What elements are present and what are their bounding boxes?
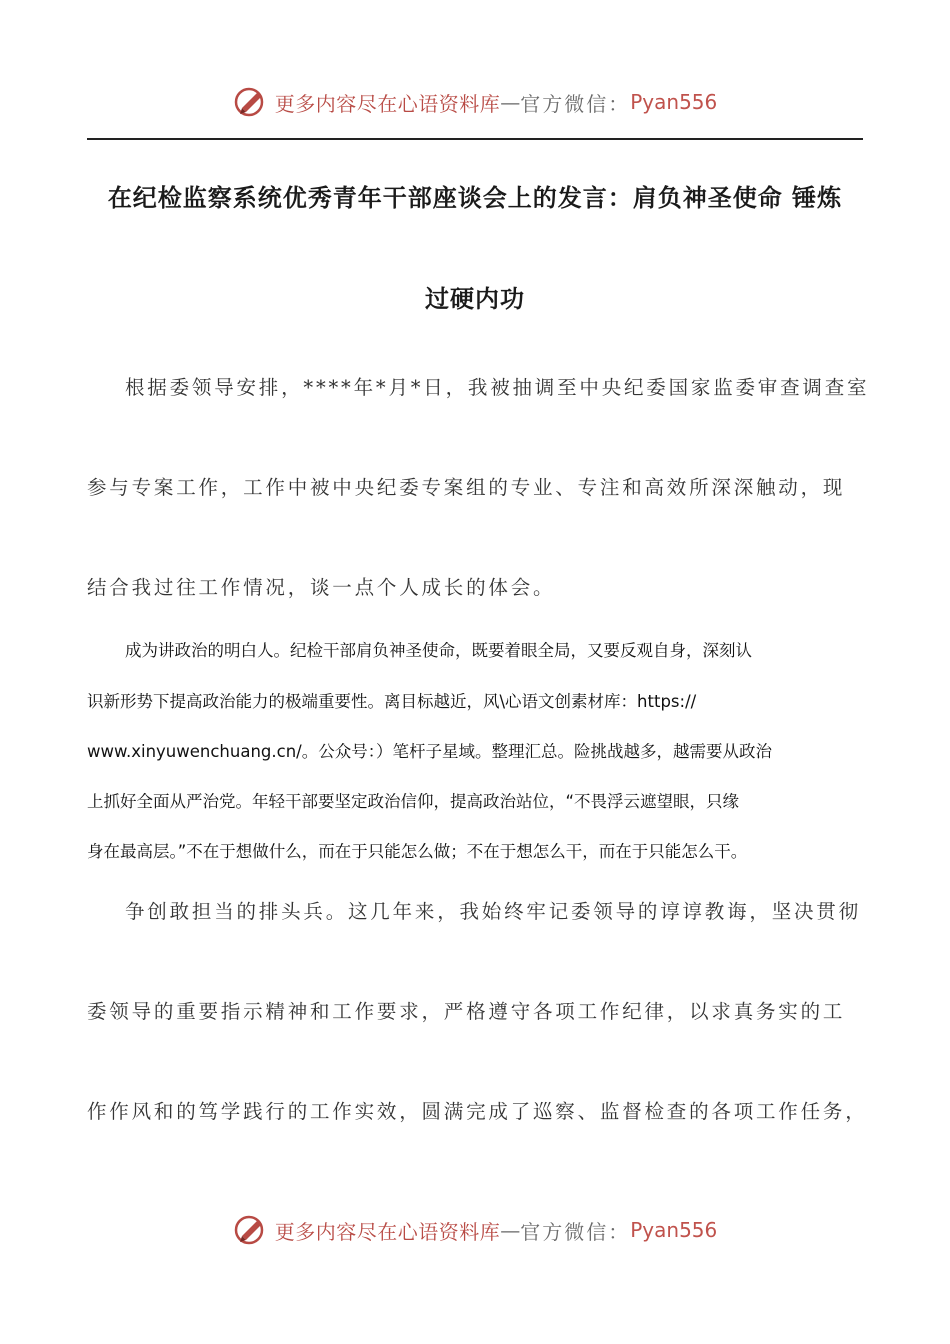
footer-banner [0, 1210, 950, 1250]
footer-wechat-label: 官方微信： [520, 1219, 631, 1244]
paragraph-2-line-2: 识新形势下提高政治能力的极端重要性。离目标越近，风\心语文创素材库：https:// [87, 692, 697, 711]
footer-brand-text: 更多内容尽在心语资料库 [274, 1219, 501, 1244]
header-banner [0, 82, 950, 122]
paragraph-1-line-1: 根据委领导安排，****年*月*日，我被抽调至中央纪委国家监委审查调查室 [125, 376, 870, 399]
footer-wechat-id: Pyan556 [630, 1218, 718, 1242]
paragraph-1-line-2: 参与专案工作，工作中被中央纪委专案组的专业、专注和高效所深深触动，现 [87, 476, 846, 499]
paragraph-2-line-5: 身在最高层。”不在于想做什么，而在于只能怎么做；不在于想怎么干，而在于只能怎么干。 [87, 842, 748, 861]
header-separator: — [500, 90, 521, 114]
document-title-line-1: 在纪检监察系统优秀青年干部座谈会上的发言：肩负神圣使命 锤炼 [107, 183, 843, 212]
paragraph-3-line-3: 作作风和的笃学践行的工作实效，圆满完成了巡察、监督检查的各项工作任务， [87, 1100, 868, 1123]
header-wechat-label: 官方微信： [520, 91, 631, 116]
header-brand-text: 更多内容尽在心语资料库 [274, 91, 501, 116]
paragraph-3-line-1: 争创敢担当的排头兵。这几年来，我始终牢记委领导的谆谆教诲，坚决贯彻 [125, 900, 861, 923]
paragraph-1-line-3: 结合我过往工作情况，谈一点个人成长的体会。 [87, 576, 556, 599]
header-divider [87, 138, 863, 140]
paragraph-2-line-4: 上抓好全面从严治党。年轻干部要坚定政治信仰，提高政治站位，“不畏浮云遮望眼，只缘 [87, 792, 740, 811]
document-title-line-2: 过硬内功 [425, 284, 525, 313]
paragraph-2-line-3: www.xinyuwenchuang.cn/。公众号：）笔杆子星域。整理汇总。险挑战越多，越需要从政治 [87, 742, 772, 761]
paragraph-3-line-2: 委领导的重要指示精神和工作要求，严格遵守各项工作纪律，以求真务实的工 [87, 1000, 846, 1023]
footer-separator: — [500, 1218, 521, 1242]
pen-logo-icon [233, 1212, 269, 1248]
header-wechat-id: Pyan556 [630, 90, 718, 114]
pen-logo-icon [233, 84, 269, 120]
paragraph-2-line-1: 成为讲政治的明白人。纪检干部肩负神圣使命，既要着眼全局，又要反观自身，深刻认 [125, 641, 752, 660]
